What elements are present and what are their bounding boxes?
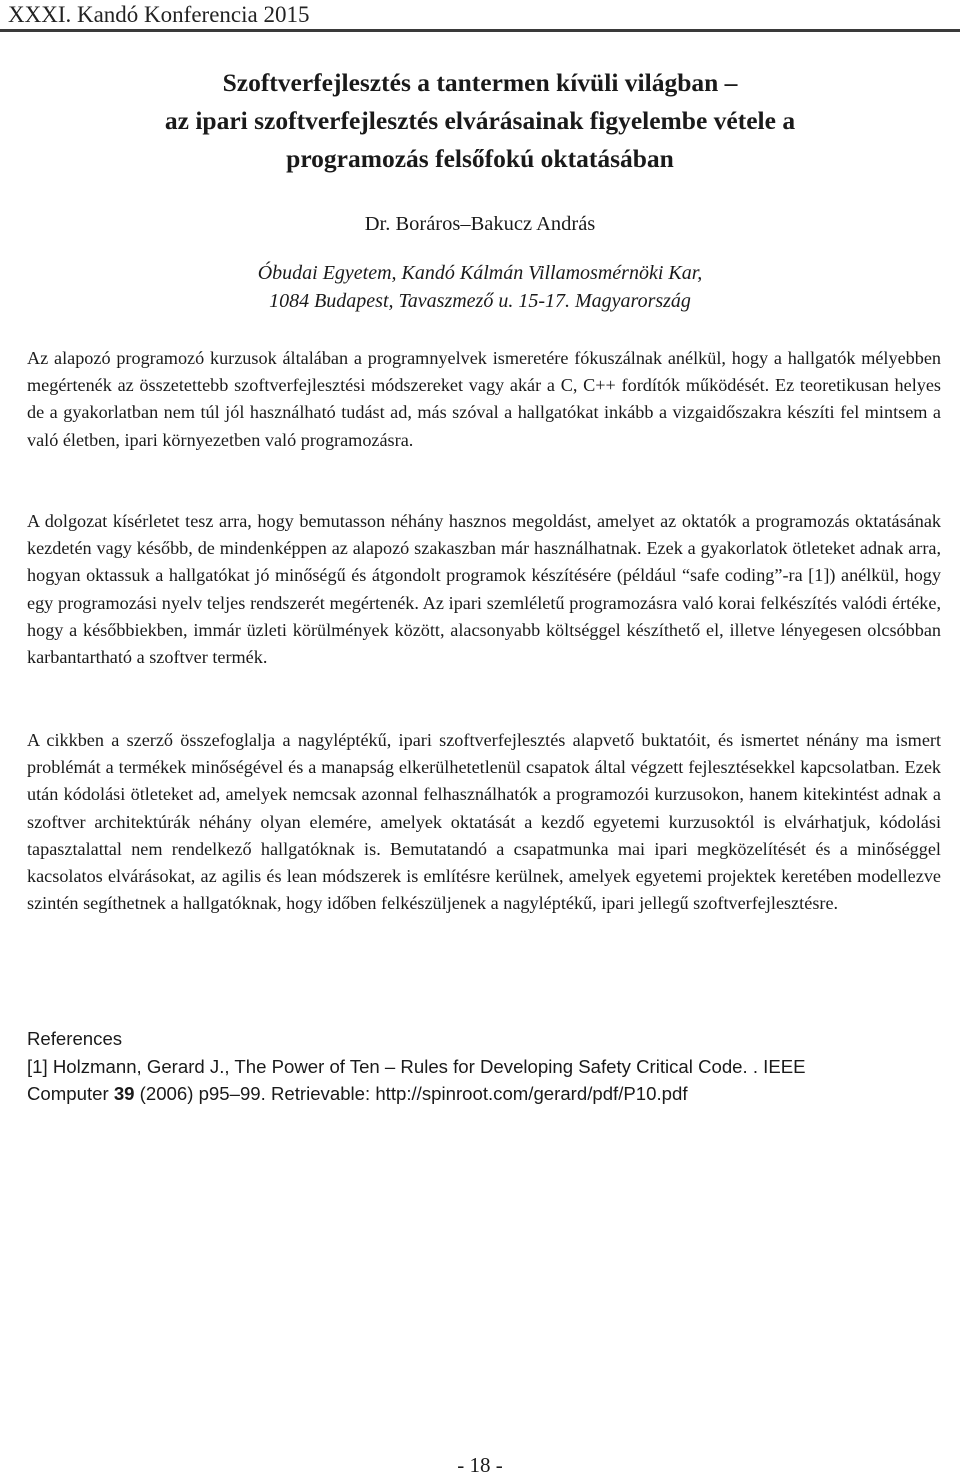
abstract-paragraph: A dolgozat kísérletet tesz arra, hogy bemutasson néhány hasznos megoldást, amelyet az oktatók a programozás oktatásának kezdetén vagy később, de mindenképpen az alapozó szakaszban már használhatnak. Ezek a gyakorlatok ötleteket adnak arra, hogyan oktassuk a hallgatókat jó minőségű és átgondolt programok készítésére (például “safe coding”-ra [1]) anélkül, hogy egy programozási nyelv teljes rendszerét megértenék. Az ipari szemléletű programozásra való korai felkészítés valódi értéke, hogy a későbbiekben, immár üzleti körülmények között, alacsonyabb költséggel készíthető el, illetve lényegesen olcsóbban karbantartható a szoftver termék. [27, 511, 941, 668]
affiliation [40, 259, 920, 315]
affiliation-line: Óbudai Egyetem, Kandó Kálmán Villamosmérnöki Kar, [257, 262, 703, 284]
running-header [0, 0, 960, 34]
reference-journal: Computer [27, 1083, 114, 1105]
references-heading: References [27, 1028, 123, 1049]
reference-line: [1] Holzmann, Gerard J., The Power of Ten – Rules for Developing Safety Critical Code. . IEEE [27, 1055, 806, 1077]
reference-entry [27, 1053, 941, 1108]
paper-title-line: Szoftverfejlesztés a tantermen kívüli világban – [222, 68, 738, 97]
page-number: - 18 - [457, 1453, 503, 1477]
running-header-title: XXXI. Kandó Konferencia 2015 [8, 2, 310, 27]
paper-title-line: programozás felsőfokú oktatásában [286, 144, 674, 173]
references-section [27, 1025, 941, 1108]
author-name: Dr. Boráros–Bakucz András [364, 213, 596, 235]
reference-volume: 39 [113, 1083, 135, 1105]
affiliation-line: 1084 Budapest, Tavaszmező u. 15-17. Magyarország [269, 290, 691, 312]
reference-line [27, 1080, 941, 1108]
header-rule [0, 29, 960, 32]
abstract-paragraph: Az alapozó programozó kurzusok általában a programnyelvek ismeretére fókuszálnak anélkül, hogy a hallgatók mélyebben megértenék az összetettebb szoftverfejlesztési módszereket vagy akár a C, C++ fordítók működését. Ez teoretikusan helyes de a gyakorlatban nem túl jól használható tudást ad, más szóval a hallgatókat inkább a vizgaidőszakra készíti fel mintsem a való életben, ipari környezetben való programozásra. [27, 348, 941, 450]
paper-title-line: az ipari szoftverfejlesztés elvárásainak figyelembe vétele a [164, 106, 796, 135]
paper-title [40, 64, 920, 178]
reference-details: (2006) p95–99. Retrievable: http://spinroot.com/gerard/pdf/P10.pdf [134, 1083, 688, 1105]
abstract-paragraph: A cikkben a szerző összefoglalja a nagyléptékű, ipari szoftverfejlesztés alapvető buktatóit, és ismertet nénány ma ismert problémát a termékek minőségével és a manapság elkerülhetetlenül csapatok által végzett fejlesztésekkel kapcsolatban. Ezek után kódolási ötleteket ad, amelyek nemcsak azonnal felhasználhatók a programozói kurzusokon, hanem kitekintést adnak a szoftver architektúrák néhány olyan elemére, amelyek oktatását a kezdő egyetemi kurzusoktól is elvárhatjuk, kódolási tapasztalattal nem rendelkező hallgatóknak is. Bemutatandó a csapatmunka mai ipari megközelítését és a minőséggel kacsolatos elvárásokat, az agilis és lean módszerek is említésre kerülnek, amelyek egyetemi projektek keretében modellezve szintén segíthetnek a hallgatóknak, hogy időben felkészüljenek a nagyléptékű, ipari jellegű szoftverfejlesztésre. [27, 730, 941, 914]
